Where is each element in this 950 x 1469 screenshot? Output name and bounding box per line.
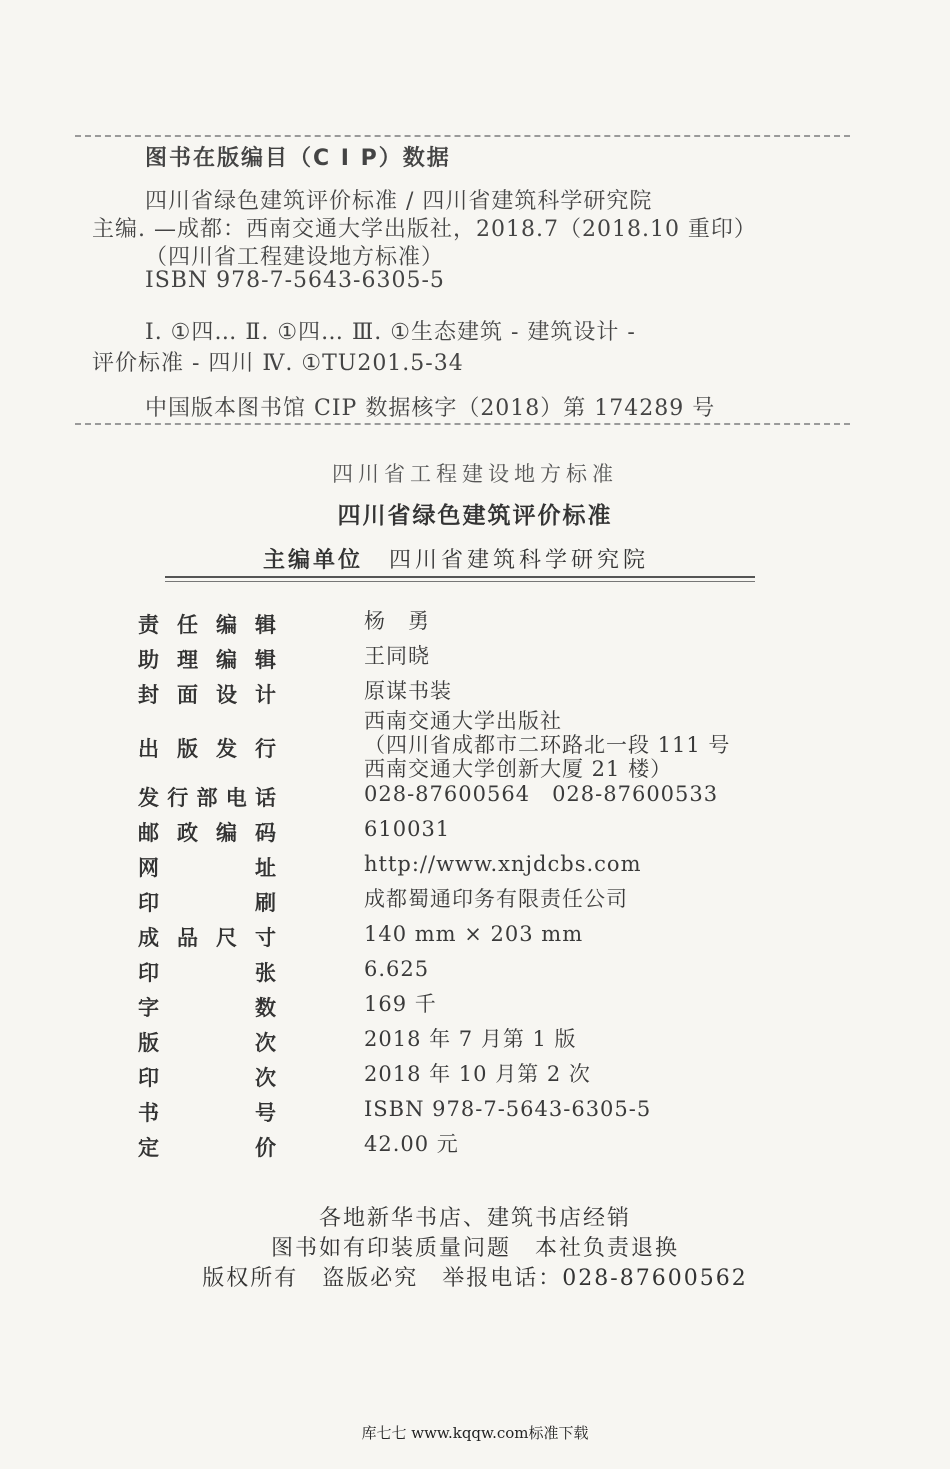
- info-label-char: 数: [255, 996, 276, 1020]
- info-value-line: 42.00 元: [364, 1132, 459, 1156]
- cip-top-divider: [75, 135, 850, 137]
- info-label-char: 电: [225, 786, 247, 810]
- info-label-char: 版: [177, 737, 198, 761]
- info-value: [364, 957, 429, 981]
- info-label-char: 书: [138, 1101, 159, 1125]
- info-label-char: 次: [255, 1031, 276, 1055]
- info-value-line: 王同晓: [364, 644, 430, 668]
- info-label: [138, 1062, 276, 1092]
- series-title: 四川省工程建设地方标准: [332, 462, 618, 486]
- info-value-line: 6.625: [364, 957, 430, 981]
- info-label: [138, 644, 276, 674]
- cip-line-7: 中国版本图书馆 CIP 数据核字（2018）第 174289 号: [145, 396, 716, 421]
- info-label-char: 品: [177, 926, 198, 950]
- info-row: [138, 1062, 788, 1097]
- info-value-line: 169 千: [364, 992, 437, 1016]
- info-value-line: 140 mm × 203 mm: [364, 922, 584, 946]
- info-label-char: 部: [196, 786, 218, 810]
- cip-line-3: （四川省工程建设地方标准）: [145, 245, 445, 270]
- info-label-char: 定: [138, 1136, 159, 1160]
- info-value: [364, 679, 452, 703]
- info-label-char: 成: [138, 926, 159, 950]
- info-label-char: 话: [255, 786, 276, 810]
- info-row: [138, 1097, 788, 1132]
- info-label-char: 印: [138, 1066, 159, 1090]
- info-label: [138, 887, 276, 917]
- info-value-line: ISBN 978-7-5643-6305-5: [364, 1097, 652, 1121]
- info-label-char: 行: [255, 737, 276, 761]
- info-label: [138, 1027, 276, 1057]
- info-label-char: 行: [167, 786, 189, 810]
- info-label-char: 印: [138, 891, 159, 915]
- chief-editor-unit: [263, 543, 649, 574]
- info-value-line: 2018 年 7 月第 1 版: [364, 1027, 577, 1051]
- info-label-char: 发: [216, 737, 237, 761]
- info-value: [364, 887, 628, 911]
- info-row: [138, 1027, 788, 1062]
- info-label: [138, 1132, 276, 1162]
- info-label-char: 设: [216, 683, 237, 707]
- info-row: [138, 957, 788, 992]
- chief-editor-label: 主编单位: [263, 548, 364, 573]
- info-label-char: 编: [216, 613, 237, 637]
- info-value-line: 028-87600564 028-87600533: [364, 782, 719, 806]
- info-label-char: 理: [177, 648, 198, 672]
- info-label: [138, 992, 276, 1022]
- footer-copyright: 版权所有 盗版必究 举报电话：028-87600562: [202, 1266, 748, 1291]
- info-label-char: 辑: [255, 613, 276, 637]
- info-row: [138, 922, 788, 957]
- info-label: [138, 1097, 276, 1127]
- cip-line-6: 评价标准 - 四川 Ⅳ. ①TU201.5-34: [92, 351, 464, 376]
- info-value: [364, 1132, 459, 1156]
- info-label-char: 号: [255, 1101, 276, 1125]
- cip-line-1: 四川省绿色建筑评价标准 / 四川省建筑科学研究院: [145, 189, 653, 214]
- info-label-char: 码: [255, 821, 276, 845]
- footer-quality: 图书如有印装质量问题 本社负责退换: [270, 1236, 679, 1261]
- info-label: [138, 709, 276, 763]
- info-row: [138, 1132, 788, 1167]
- info-row: [138, 644, 788, 679]
- info-value-line: 610031: [364, 817, 451, 841]
- info-label-char: 责: [138, 613, 159, 637]
- info-value: [364, 992, 437, 1016]
- info-value-line: 西南交通大学出版社: [364, 709, 562, 733]
- info-value-line: （四川省成都市二环路北一段 111 号: [364, 733, 731, 757]
- info-label-char: 编: [216, 648, 237, 672]
- info-value: [364, 1097, 651, 1121]
- info-value: [364, 609, 430, 633]
- cip-line-4: ISBN 978-7-5643-6305-5: [145, 268, 445, 293]
- info-value: [364, 709, 730, 781]
- info-row: [138, 887, 788, 922]
- info-value-line: 西南交通大学创新大厦 21 楼）: [364, 757, 673, 781]
- info-value: [364, 922, 583, 946]
- info-label: [138, 922, 276, 952]
- info-label: [138, 782, 276, 812]
- info-value: [364, 817, 450, 841]
- info-label-char: 张: [255, 961, 276, 985]
- info-label-char: 政: [177, 821, 198, 845]
- info-label: [138, 957, 276, 987]
- info-value: [364, 644, 430, 668]
- info-value: [364, 1062, 591, 1086]
- info-row: [138, 852, 788, 887]
- info-value: [364, 1027, 577, 1051]
- info-label-char: 编: [216, 821, 237, 845]
- cip-line-2: 主编. —成都：西南交通大学出版社，2018.7（2018.10 重印）: [92, 217, 757, 242]
- info-value-line: 原谋书装: [364, 679, 452, 703]
- info-label-char: 址: [255, 856, 276, 880]
- info-row: [138, 992, 788, 1027]
- publication-info-table: [138, 609, 788, 1167]
- info-label-char: 字: [138, 996, 159, 1020]
- info-label-char: 印: [138, 961, 159, 985]
- info-label-char: 寸: [255, 926, 276, 950]
- info-label-char: 发: [138, 786, 159, 810]
- colophon-rule-thick: [165, 576, 755, 578]
- cip-bottom-divider: [75, 423, 850, 425]
- info-label-char: 出: [138, 737, 159, 761]
- info-label-char: 刷: [255, 891, 276, 915]
- info-value: [364, 782, 718, 806]
- info-label-char: 网: [138, 856, 159, 880]
- info-row: [138, 817, 788, 852]
- info-label: [138, 852, 276, 882]
- info-label: [138, 817, 276, 847]
- watermark: 库七七 www.kqqw.com标准下载: [361, 1424, 589, 1442]
- info-label: [138, 609, 276, 639]
- info-value-line: 杨 勇: [364, 609, 430, 633]
- colophon-rule-thin: [165, 581, 755, 582]
- info-value-line: http://www.xnjdcbs.com: [364, 852, 642, 876]
- info-label-char: 版: [138, 1031, 159, 1055]
- info-label-char: 尺: [216, 926, 237, 950]
- info-label-char: 助: [138, 648, 159, 672]
- info-label-char: 邮: [138, 821, 159, 845]
- info-label: [138, 679, 276, 709]
- info-value-line: 成都蜀通印务有限责任公司: [364, 887, 628, 911]
- info-label-char: 封: [138, 683, 159, 707]
- info-label-char: 面: [177, 683, 198, 707]
- info-label-char: 任: [177, 613, 198, 637]
- info-label-char: 辑: [255, 648, 276, 672]
- book-title: 四川省绿色建筑评价标准: [337, 503, 613, 529]
- cip-title: 图书在版编目（C I P）数据: [145, 146, 451, 171]
- info-label-char: 价: [255, 1136, 276, 1160]
- cip-line-5: Ⅰ. ①四… Ⅱ. ①四… Ⅲ. ①生态建筑 - 建筑设计 -: [145, 320, 636, 345]
- info-label-char: 计: [255, 683, 276, 707]
- info-row: [138, 782, 788, 817]
- info-row: [138, 609, 788, 644]
- footer-distribution: 各地新华书店、建筑书店经销: [318, 1206, 631, 1231]
- chief-editor-value: 四川省建筑科学研究院: [389, 548, 650, 573]
- info-value-line: 2018 年 10 月第 2 次: [364, 1062, 591, 1086]
- info-row: [138, 709, 788, 782]
- info-label-char: 次: [255, 1066, 276, 1090]
- info-value: [364, 852, 641, 876]
